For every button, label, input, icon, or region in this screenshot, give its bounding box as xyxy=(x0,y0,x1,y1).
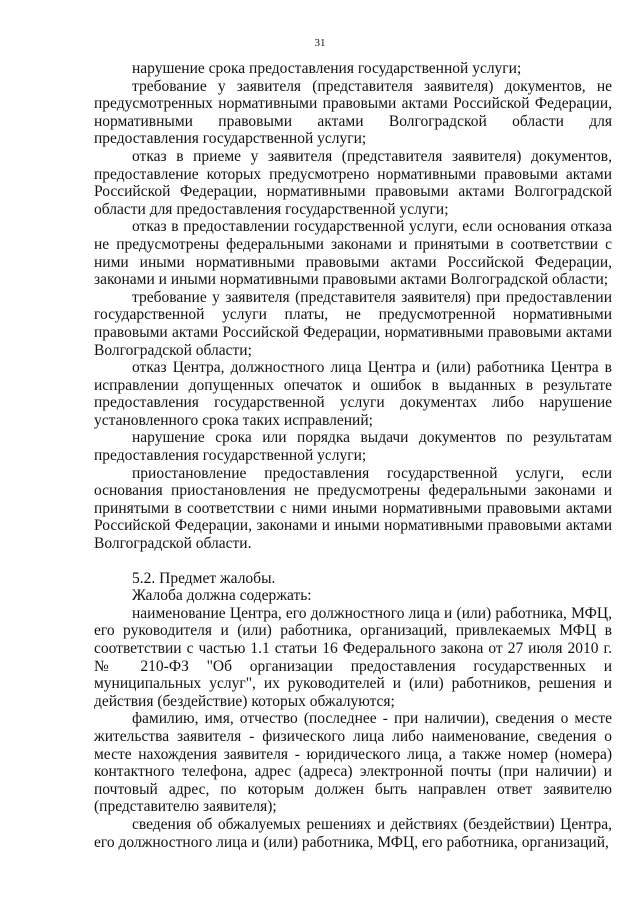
section-spacer xyxy=(94,553,612,570)
paragraph: Жалоба должна содержать: xyxy=(132,587,312,605)
paragraph: нарушение срока или порядка выдачи документов по результатам предоставления государственной услуги; xyxy=(94,429,612,465)
paragraph: фамилию, имя, отчество (последнее - при наличии), сведения о месте жительства заявителя - физического лица либо наименование, сведения о месте нахождения заявителя - юридического лица, а также номер (номера) контактного телефона, адрес (адреса) электронной почты (при наличии) и почтовый адрес, по которым должен быть направлен ответ заявителю (представителю заявителя); xyxy=(94,710,612,816)
paragraph: требование у заявителя (представителя заявителя) документов, не предусмотренных нормативными правовыми актами Российской Федерации, нормативными правовыми актами Волгоградской области для предоставления государственной услуги; xyxy=(94,77,612,148)
paragraph: отказ в приеме у заявителя (представителя заявителя) документов, предоставление которых предусмотрено нормативными правовыми актами Российской Федерации, нормативными правовыми актами Волгоградской области для предоставления государственной услуги; xyxy=(94,147,612,218)
paragraph: нарушение срока предоставления государственной услуги; xyxy=(132,60,522,77)
section-heading: 5.2. Предмет жалобы. xyxy=(132,569,276,587)
paragraph: отказ Центра, должностного лица Центра и (или) работника Центра в исправлении допущенных опечаток и ошибок в выданных в результате предоставления государственной услуги документах либо нарушение установленного срока таких исправлений; xyxy=(94,359,612,429)
page-number: 31 xyxy=(314,37,326,49)
paragraph: отказ в предоставлении государственной услуги, если основания отказа не предусмотрены федеральными законами и принятыми в соответствии с ними иными нормативными правовыми актами Российской Федерации, законами и иными нормативными правовыми актами Волгоградской области; xyxy=(94,218,612,289)
document-body xyxy=(94,60,612,851)
paragraph: приостановление предоставления государственной услуги, если основания приостановления не предусмотрены федеральными законами и принятыми в соответствии с ними иными нормативными правовыми актами Российской Федерации, законами и иными нормативными правовыми актами Волгоградской области. xyxy=(94,464,612,553)
paragraph: сведения об обжалуемых решениях и действиях (бездействии) Центра, его должностного лица и (или) работника, МФЦ, его работника, организаций, xyxy=(94,815,612,851)
paragraph: наименование Центра, его должностного лица и (или) работника, МФЦ, его руководителя и (или) работника, организаций, привлекаемых МФЦ в соответствии с частью 1.1 статьи 16 Федерального закона от 27 июля 2010 г. № 210-ФЗ "Об организации предоставления государственных и муниципальных услуг", их руководителей и (или) работников, решения и действия (бездействие) которых обжалуются; xyxy=(94,604,612,710)
paragraph: требование у заявителя (представителя заявителя) при предоставлении государственной услуги платы, не предусмотренной нормативными правовыми актами Российской Федерации, нормативными правовыми актами Волгоградской области; xyxy=(94,288,612,359)
